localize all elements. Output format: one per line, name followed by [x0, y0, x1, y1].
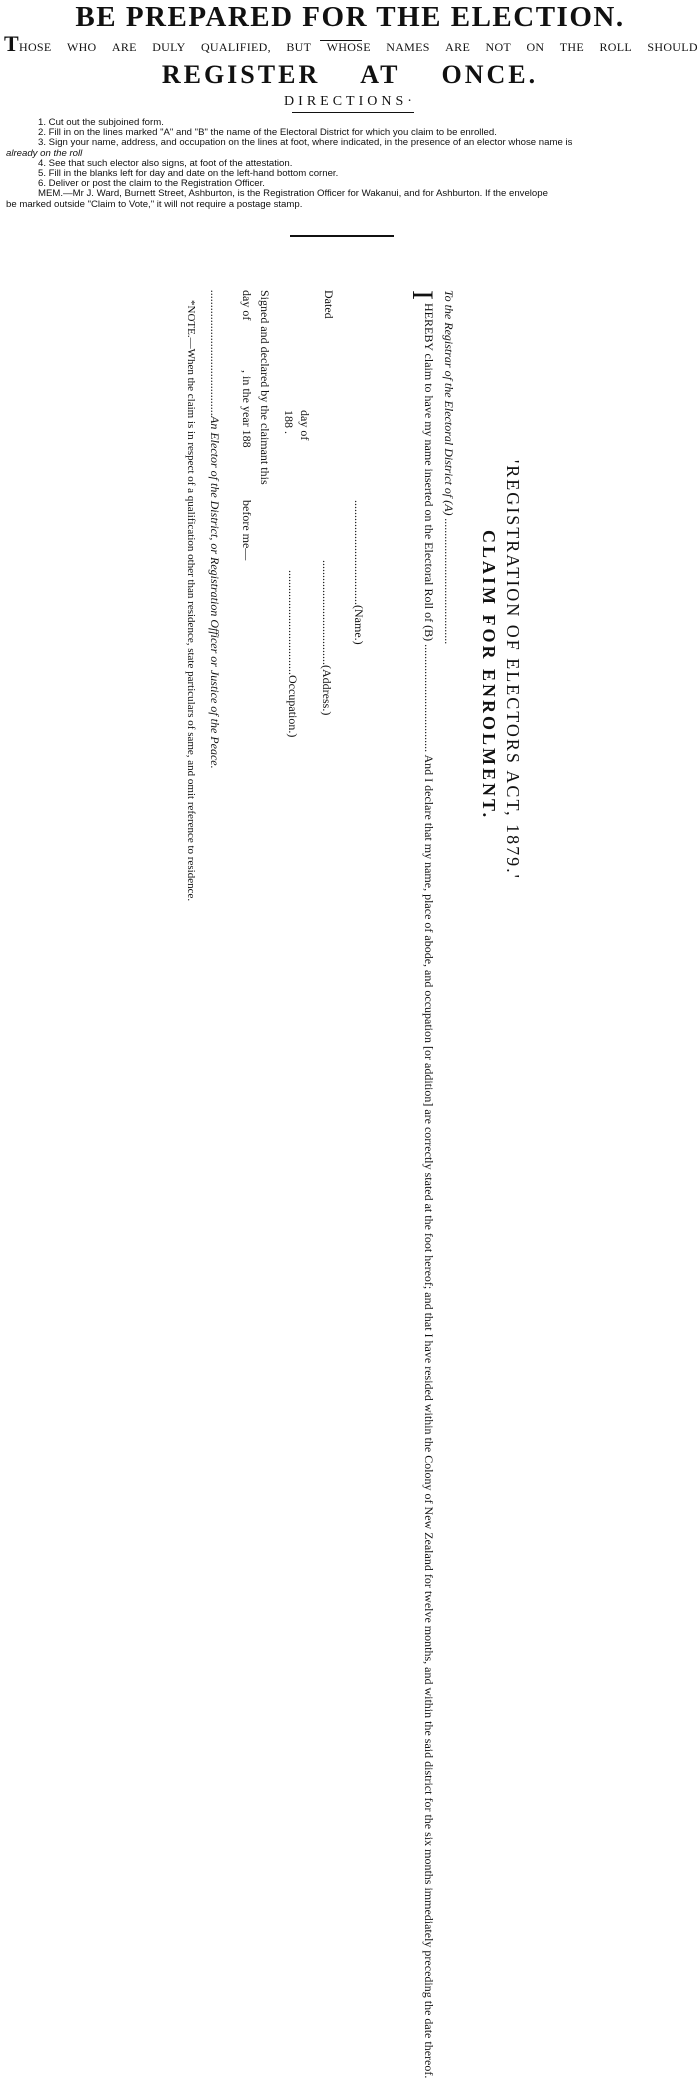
- before-me-label: before me—: [240, 500, 254, 561]
- direction-item: 1. Cut out the subjoined form.: [38, 117, 164, 128]
- direction-item: 2. Fill in on the lines marked "A" and "B" the name of the Electoral District for which you claim to be enrolled.: [38, 127, 497, 139]
- enrolment-claim-form: [70, 290, 540, 2078]
- register-heading: REGISTER AT ONCE.: [161, 60, 539, 89]
- subline-initial: T: [4, 31, 19, 56]
- subline-word: THE: [559, 40, 585, 54]
- direction-item: 3. Sign your name, address, and occupation on the lines at foot, where indicated, in the presence of an elector whose name is: [38, 137, 573, 149]
- direction-item: 6. Deliver or post the claim to the Registration Officer.: [38, 178, 265, 190]
- direction-item: be marked outside "Claim to Vote," it will not require a postage stamp.: [6, 198, 303, 210]
- day-of-label: day of: [298, 410, 312, 441]
- subline-word: ROLL: [599, 40, 632, 54]
- subline-word: SHOULD: [647, 40, 698, 54]
- subline-word: NOT: [485, 40, 512, 54]
- drop-cap: I: [406, 290, 439, 300]
- section-divider: [290, 235, 394, 237]
- direction-item: MEM.—Mr J. Ward, Burnett Street, Ashburton, is the Registration Officer for Wakanui, and for Ashburton. If the envelope: [38, 188, 548, 200]
- subline-word: NAMES: [386, 40, 430, 54]
- subline: [4, 31, 698, 56]
- headline: BE PREPARED FOR THE ELECTION.: [75, 1, 625, 33]
- year-field[interactable]: , in the year 188: [240, 370, 254, 448]
- direction-item: already on the roll: [6, 147, 83, 159]
- elector-signature-line[interactable]: ..........................................An Elector of the District, or Registration Officer or Justice of the Peace.: [208, 290, 222, 769]
- directions-list: [6, 118, 696, 210]
- claim-text: HEREBY claim to have my name inserted on the Electoral Roll of (B) .................................... And I declare that my name, place of abode, and occupation [or addition] are correctly stated at the foot hereof; and that I have resided within the Colony of New Zealand for twelve months, and within the said district for the six months immediately preceding the date thereof.: [422, 303, 436, 2078]
- subline-word: ON: [526, 40, 545, 54]
- signed-declared-text: Signed and declared by the claimant this: [258, 290, 272, 485]
- subline-word: WHO: [66, 40, 97, 54]
- form-note: *NOTE.—When the claim is in respect of a qualification other than residence, state particulars of same, and omit reference to residence.: [185, 300, 197, 902]
- form-title-claim: CLAIM FOR ENROLMENT.: [479, 530, 499, 821]
- subline-word: WHOSE: [326, 40, 371, 54]
- rule-under-directions: [292, 112, 414, 113]
- direction-item: 4. See that such elector also signs, at foot of the attestation.: [38, 157, 293, 169]
- subline-word: BUT: [286, 40, 312, 54]
- day-of-label-2: day of: [240, 290, 254, 321]
- subline-word: ARE: [111, 40, 137, 54]
- subline-word-1: THOSE: [4, 31, 52, 56]
- registrar-line[interactable]: To the Registrar of the Electoral District of (A) ..........................................: [442, 290, 456, 645]
- direction-item: 5. Fill in the blanks left for day and date on the left-hand bottom corner.: [38, 168, 339, 180]
- occupation-field[interactable]: ...................................Occupation.): [286, 570, 300, 738]
- year-188-label: 188 .: [282, 410, 296, 434]
- address-field[interactable]: ...................................(Address.): [320, 560, 334, 716]
- claim-paragraph: [406, 290, 439, 2078]
- subline-word: QUALIFIED,: [200, 40, 271, 54]
- subline-word: DULY: [152, 40, 186, 54]
- subline-word: ARE: [445, 40, 471, 54]
- directions-heading: DIRECTIONS·: [284, 94, 416, 109]
- form-title-act: 'REGISTRATION OF ELECTORS ACT, 1879.': [503, 460, 523, 880]
- dated-label: Dated: [322, 290, 336, 319]
- name-field[interactable]: ...................................(Name.): [352, 500, 366, 645]
